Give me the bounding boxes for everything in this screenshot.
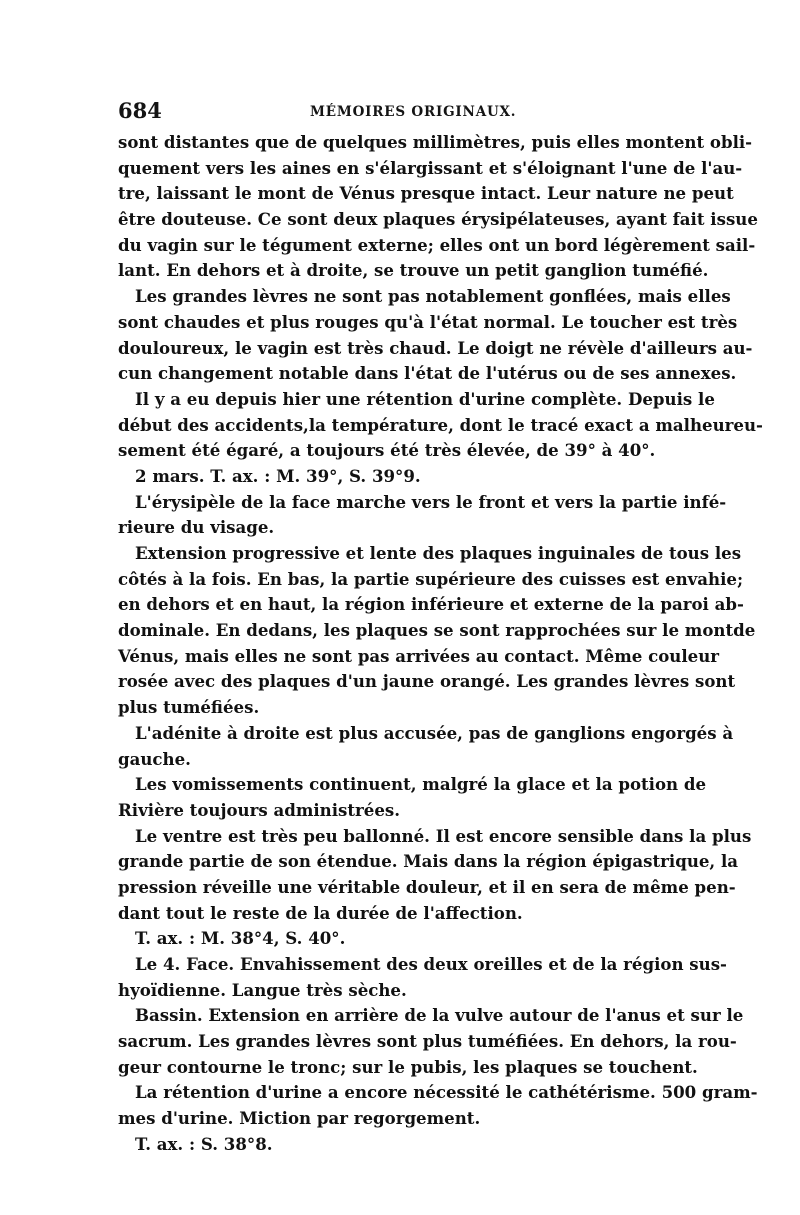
text-line: grande partie de son étendue. Mais dans la région épigastrique, la — [118, 851, 739, 872]
text-line: quement vers les aines en s'élargissant et s'éloignant l'une de l'au- — [118, 157, 743, 178]
running-head: MÉMOIRES ORIGINAUX. — [310, 104, 517, 120]
text-line: Les grandes lèvres ne sont pas notablement gonflées, mais elles — [135, 286, 731, 307]
text-line: Vénus, mais elles ne sont pas arrivées au contact. Même couleur — [118, 645, 720, 666]
text-line: douloureux, le vagin est très chaud. Le doigt ne révèle d'ailleurs au- — [118, 337, 753, 358]
text-line: tre, laissant le mont de Vénus presque intact. Leur nature ne peut — [118, 183, 734, 204]
text-line: cun changement notable dans l'état de l'utérus ou de ses annexes. — [118, 363, 737, 384]
text-line: pression réveille une véritable douleur, et il en sera de même pen- — [118, 876, 736, 897]
text-line: rosée avec des plaques d'un jaune orangé. Les grandes lèvres sont — [118, 671, 736, 692]
text-line: Le 4. Face. Envahissement des deux oreilles et de la région sus- — [135, 954, 727, 974]
text-line: La rétention d'urine a encore nécessité le cathétérisme. 500 gram- — [135, 1082, 758, 1103]
text-line: sement été égaré, a toujours été très élevée, de 39° à 40°. — [118, 440, 656, 461]
text-line: gauche. — [118, 748, 191, 769]
text-line: Le ventre est très peu ballonné. Il est encore sensible dans la plus — [135, 825, 752, 846]
text-line: geur contourne le tronc; sur le pubis, les plaques se touchent. — [118, 1056, 698, 1077]
text-line: 2 mars. T. ax. : M. 39°, S. 39°9. — [135, 465, 421, 486]
text-line: L'adénite à droite est plus accusée, pas de ganglions engorgés à — [135, 722, 734, 743]
text-line: T. ax. : M. 38°4, S. 40°. — [135, 928, 346, 949]
text-line: être douteuse. Ce sont deux plaques érysipélateuses, ayant fait issue — [118, 209, 758, 230]
page-header — [118, 98, 684, 128]
text-line: lant. En dehors et à droite, se trouve un petit ganglion tuméfié. — [118, 260, 709, 281]
text-line: côtés à la fois. En bas, la partie supérieure des cuisses est envahie; — [118, 568, 744, 589]
text-line: début des accidents,la température, dont le tracé exact a malheureu- — [118, 414, 763, 435]
text-line: Extension progressive et lente des plaques inguinales de tous les — [135, 543, 742, 563]
text-line: Il y a eu depuis hier une rétention d'urine complète. Depuis le — [135, 388, 715, 409]
text-line: hyoïdienne. Langue très sèche. — [118, 979, 407, 1000]
page-number: 684 — [118, 98, 162, 123]
text-line: plus tuméfiées. — [118, 697, 260, 718]
text-line: Les vomissements continuent, malgré la glace et la potion de — [135, 774, 707, 795]
text-line: sacrum. Les grandes lèvres sont plus tuméfiées. En dehors, la rou- — [118, 1031, 737, 1052]
text-line: mes d'urine. Miction par regorgement. — [118, 1108, 481, 1129]
text-line: dant tout le reste de la durée de l'affection. — [118, 902, 523, 923]
text-line: T. ax. : S. 38°8. — [135, 1133, 273, 1154]
text-line: du vagin sur le tégument externe; elles ont un bord légèrement sail- — [118, 234, 756, 255]
text-line: Rivière toujours administrées. — [118, 799, 401, 820]
text-line: Bassin. Extension en arrière de la vulve autour de l'anus et sur le — [135, 1005, 744, 1026]
text-line: rieure du visage. — [118, 517, 275, 538]
text-line: sont distantes que de quelques millimètres, puis elles montent obli- — [118, 132, 753, 152]
text-line: en dehors et en haut, la région inférieure et externe de la paroi ab- — [118, 594, 744, 615]
text-line: L'érysipèle de la face marche vers le front et vers la partie infé- — [135, 491, 727, 512]
body-text — [118, 130, 763, 1158]
text-line: sont chaudes et plus rouges qu'à l'état normal. Le toucher est très — [118, 311, 738, 332]
text-line: dominale. En dedans, les plaques se sont rapprochées sur le montde — [118, 620, 756, 641]
